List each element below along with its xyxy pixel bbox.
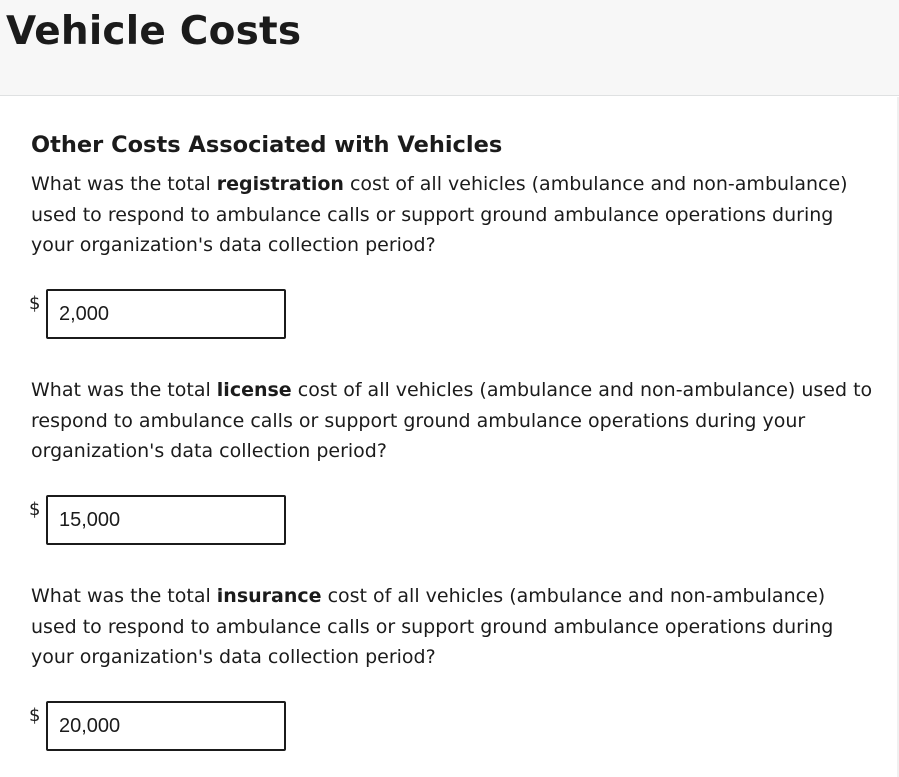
insurance-cost-question [31,581,876,673]
page-title: Vehicle Costs [6,9,302,54]
license-cost-question [31,375,876,467]
question-text-prefix: What was the total [31,585,217,607]
question-keyword: insurance [216,585,322,607]
registration-cost-input[interactable] [46,289,286,339]
question-text-suffix: cost of all vehicles (ambulance and non-ambulance) used to respond to ambulance calls or support ground ambulance operations during your organization's data collection period? [31,379,873,462]
question-text-prefix: What was the total [31,379,217,401]
insurance-cost-input[interactable] [46,701,286,751]
question-keyword: registration [216,173,344,195]
question-text-suffix: cost of all vehicles (ambulance and non-ambulance) used to respond to ambulance calls or support ground ambulance operations during your organization's data collection period? [31,585,834,668]
dollar-sign-label: $ [29,293,41,314]
form-content [0,97,899,777]
dollar-sign-label: $ [29,705,41,726]
question-text-prefix: What was the total [31,173,217,195]
question-text-suffix: cost of all vehicles (ambulance and non-ambulance) used to respond to ambulance calls or support ground ambulance operations during your organization's data collection period? [31,173,848,256]
dollar-sign-label: $ [29,499,41,520]
section-heading: Other Costs Associated with Vehicles [31,132,503,158]
page-header [0,0,899,96]
registration-cost-question [31,169,876,261]
license-cost-input[interactable] [46,495,286,545]
question-keyword: license [216,379,292,401]
